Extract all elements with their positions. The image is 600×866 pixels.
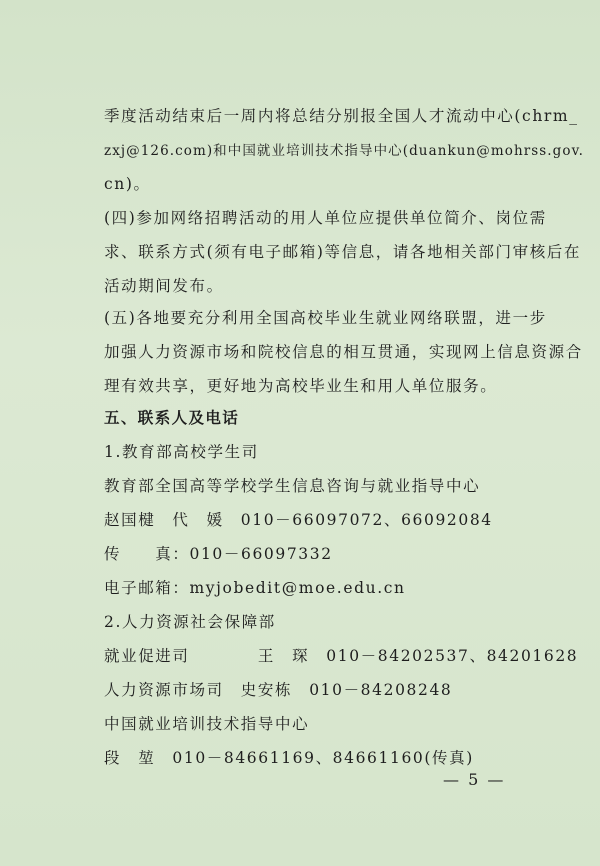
contact-line: 赵国楗 代 媛 010－66097072、66092084	[104, 511, 493, 529]
text-line: cn)。	[104, 175, 151, 193]
text-line: 求、联系方式(须有电子邮箱)等信息，请各地相关部门审核后在	[104, 243, 581, 261]
contact-line: 段 堃 010－84661169、84661160(传真)	[104, 749, 474, 767]
text-line: 1.教育部高校学生司	[104, 443, 259, 461]
text-line: (五)各地要充分利用全国高校毕业生就业网络联盟，进一步	[104, 309, 547, 327]
text-line: 活动期间发布。	[104, 277, 224, 295]
section-heading: 五、联系人及电话	[104, 409, 240, 427]
contact-line: 传 真：010－66097332	[104, 545, 333, 563]
text-line: (四)参加网络招聘活动的用人单位应提供单位简介、岗位需	[104, 209, 547, 227]
text-line: 中国就业培训技术指导中心	[104, 715, 310, 733]
text-line: 理有效共享，更好地为高校毕业生和用人单位服务。	[104, 377, 498, 395]
text-line: 加强人力资源市场和院校信息的相互贯通，实现网上信息资源合	[104, 343, 583, 361]
text-line: 2.人力资源社会保障部	[104, 613, 276, 631]
text-line: zxj@126.com)和中国就业培训技术指导中心(duankun@mohrss.gov.	[104, 143, 585, 159]
text-line: 教育部全国高等学校学生信息咨询与就业指导中心	[104, 477, 481, 495]
page-number: — 5 —	[443, 770, 506, 789]
text-line: 季度活动结束后一周内将总结分别报全国人才流动中心(chrm_	[104, 107, 579, 125]
contact-line: 人力资源市场司 史安栋 010－84208248	[104, 681, 453, 699]
contact-line: 电子邮箱：myjobedit@moe.edu.cn	[104, 579, 406, 597]
contact-line: 就业促进司 王 琛 010－84202537、84201628	[104, 647, 579, 665]
